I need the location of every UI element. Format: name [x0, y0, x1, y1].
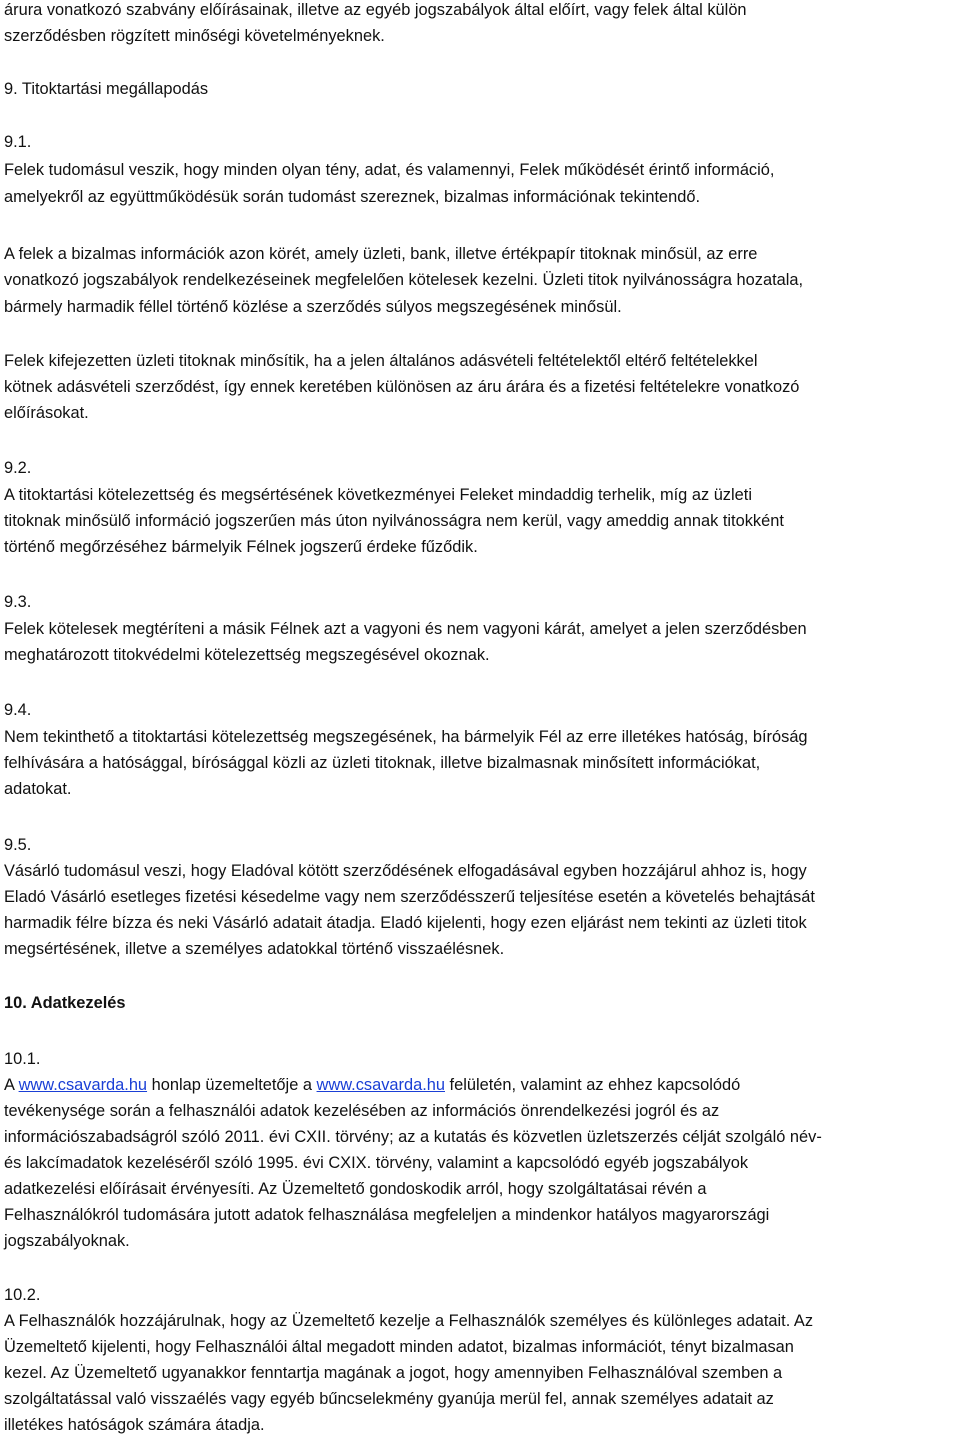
clause-9-1-p2-line-2: vonatkozó jogszabályok rendelkezéseinek megfelelően kötelesek kezelni. Üzleti titok nyilvánosságra hozatala,: [4, 271, 804, 289]
clause-9-1-p3-line-2: kötnek adásvételi szerződést, így ennek keretében különösen az áru árára és a fizetési feltételekre vonatkozó: [4, 378, 800, 396]
clause-9-3-line-2: meghatározott titokvédelmi kötelezettség megszegésével okoznak.: [4, 646, 490, 664]
clause-10-1-text-b: honlap üzemeltetője a: [147, 1076, 317, 1094]
clause-9-1-p2-line-1: A felek a bizalmas információk azon körét, amely üzleti, bank, illetve értékpapír titoknak minősül, az erre: [4, 245, 758, 263]
clause-9-2-line-3: történő megőrzéséhez bármelyik Félnek jogszerű érdeke fűződik.: [4, 538, 478, 556]
clause-9-1-p1-line-1: Felek tudomásul veszik, hogy minden olyan tény, adat, és valamennyi, Felek működését érintő információ,: [4, 161, 775, 179]
clause-9-1-p1-line-2: amelyekről az együttműködésük során tudomást szereznek, bizalmas információnak tekintendő.: [4, 188, 701, 206]
clause-9-1-p3-line-1: Felek kifejezetten üzleti titoknak minősítik, ha a jelen általános adásvételi feltételektől eltérő feltételekkel: [4, 352, 758, 370]
clause-9-4-line-2: felhívására a hatósággal, bírósággal közli az üzleti titoknak, illetve bizalmasnak minősített információkat,: [4, 754, 761, 772]
clause-10-1-text-c: felületén, valamint az ehhez kapcsolódó: [445, 1076, 741, 1094]
clause-9-3-number: 9.3.: [4, 593, 32, 611]
clause-10-2-number: 10.2.: [4, 1286, 41, 1304]
clause-10-1-line-5: adatkezelési előírásait érvényesíti. Az Üzemeltető gondoskodik arról, hogy szolgáltatásai révén a: [4, 1180, 707, 1198]
clause-9-5-line-2: Eladó Vásárló esetleges fizetési késedelme vagy nem szerződésszerű teljesítése esetén a követelés behajtását: [4, 888, 815, 906]
clause-10-2-line-2: Üzemeltető kijelenti, hogy Felhasználói által megadott minden adatot, bizalmas információt, tényt bizalmasan: [4, 1338, 794, 1356]
clause-10-1-line-7: jogszabályoknak.: [4, 1232, 130, 1250]
clause-9-1-p3-line-3: előírásokat.: [4, 404, 89, 422]
clause-9-1-p2-line-3: bármely harmadik féllel történő közlése a szerződés súlyos megszegésének minősül.: [4, 298, 622, 316]
csavarda-link-1[interactable]: www.csavarda.hu: [18, 1076, 148, 1094]
clause-10-1-line-6: Felhasználókról tudomására jutott adatok felhasználása megfeleljen a mindenkor hatályos magyarországi: [4, 1206, 770, 1224]
clause-9-4-number: 9.4.: [4, 701, 32, 719]
clause-10-2-line-3: kezel. Az Üzemeltető ugyanakkor fenntartja magának a jogot, hogy amennyiben Felhasználóval szemben a: [4, 1364, 783, 1382]
clause-10-1-line-3: információszabadságról szóló 2011. évi CXII. törvény; az a kutatás és közvetlen üzletszerzés célját szolgáló név-: [4, 1128, 822, 1146]
clause-9-2-line-1: A titoktartási kötelezettség és megsértésének következményei Feleket mindaddig terhelik, míg az üzleti: [4, 486, 752, 504]
clause-9-5-line-1: Vásárló tudomásul veszi, hogy Eladóval kötött szerződésének elfogadásával egyben hozzájárul ahhoz is, hogy: [4, 862, 807, 880]
clause-10-2-line-1: A Felhasználók hozzájárulnak, hogy az Üzemeltető kezelje a Felhasználók személyes és különleges adatait. Az: [4, 1312, 814, 1330]
clause-10-2-line-5: illetékes hatóságok számára átadja.: [4, 1416, 265, 1434]
clause-9-2-line-2: titoknak minősülő információ jogszerűen más úton nyilvánosságra nem kerül, vagy ameddig annak titokként: [4, 512, 784, 530]
section-10-heading: 10. Adatkezelés: [4, 994, 126, 1012]
clause-9-5-line-4: megsértésének, illetve a személyes adatokkal történő visszaélésnek.: [4, 940, 505, 958]
clause-10-1-number: 10.1.: [4, 1050, 41, 1068]
section-9-heading: 9. Titoktartási megállapodás: [4, 80, 209, 98]
clause-10-1-line-1: [4, 1072, 740, 1098]
clause-9-4-line-1: Nem tekinthető a titoktartási kötelezettség megszegésének, ha bármelyik Fél az erre illetékes hatóság, bíróság: [4, 728, 808, 746]
clause-10-1-text-a: A: [4, 1076, 19, 1094]
clause-9-2-number: 9.2.: [4, 459, 32, 477]
clause-9-1-number: 9.1.: [4, 133, 32, 151]
clause-10-1-line-2: tevékenysége során a felhasználói adatok kezelésében az információs önrendelkezési jogról és az: [4, 1102, 720, 1120]
clause-9-3-line-1: Felek kötelesek megtéríteni a másik Félnek azt a vagyoni és nem vagyoni kárát, amelyet a jelen szerződésben: [4, 620, 807, 638]
csavarda-link-2[interactable]: www.csavarda.hu: [316, 1076, 445, 1094]
clause-9-5-line-3: harmadik félre bízza és neki Vásárló adatait átadja. Eladó kijelenti, hogy ezen eljárást nem tekinti az üzleti titok: [4, 914, 807, 932]
clause-9-5-number: 9.5.: [4, 836, 32, 854]
clause-9-4-line-3: adatokat.: [4, 780, 72, 798]
clause-10-1-line-4: és lakcímadatok kezeléséről szóló 1995. évi CXIX. törvény, valamint a kapcsolódó egyéb jogszabályok: [4, 1154, 749, 1172]
clause-10-2-line-4: szolgáltatással való visszaélés vagy egyéb bűncselekmény gyanúja merül fel, annak személyes adatait az: [4, 1390, 774, 1408]
intro-line-2: szerződésben rögzített minőségi követelményeknek.: [4, 27, 385, 45]
intro-line-1: árura vonatkozó szabvány előírásainak, illetve az egyéb jogszabályok által előírt, vagy felek által külön: [4, 1, 747, 19]
